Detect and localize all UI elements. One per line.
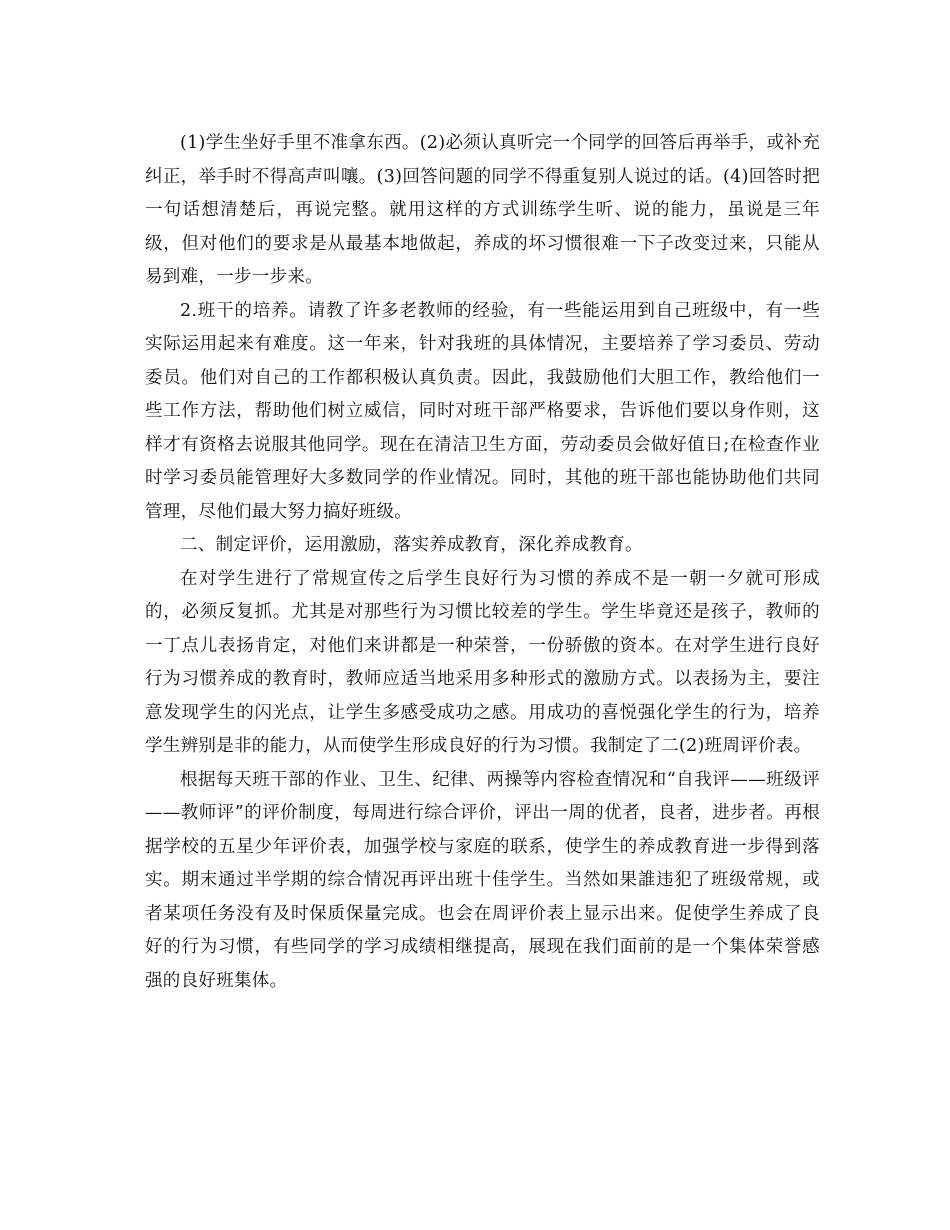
paragraph-evaluation-system: 根据每天班干部的作业、卫生、纪律、两操等内容检查情况和“自我评——班级评——教师评”的评价制度，每周进行综合评价，评出一周的优者，良者，进步者。再根据学校的五星少年评价表，加强学校与家庭的联系，使学生的养成教育进一步得到落实。期末通过半学期的综合情况再评出班十佳学生。当然如果誰违犯了班级常规，或者某项任务没有及时保质保量完成。也会在周评价表上显示出来。促使学生养成了良好的行为习惯，有些同学的学习成绩相继提高，展现在我们面前的是一个集体荣誉感强的良好班集体。 (145, 769, 820, 991)
document-body (145, 127, 820, 998)
paragraph-classroom-rules: (1)学生坐好手里不准拿东西。(2)必须认真听完一个同学的回答后再举手，或补充纠正，举手时不得高声叫嚷。(3)回答问题的同学不得重复别人说过的话。(4)回答时把一句话想清楚后，再说完整。就用这样的方式训练学生听、说的能力，虽说是三年级，但对他们的要求是从最基本地做起，养成的坏习惯很难一下子改变过来，只能从易到难，一步一步来。 (145, 133, 820, 287)
section-heading-evaluation: 二、制定评价，运用激励，落实养成教育，深化养成教育。 (180, 535, 643, 555)
paragraph-class-cadre-training: 2.班干的培养。请教了许多老教师的经验，有一些能运用到自己班级中，有一些实际运用起来有难度。这一年来，针对我班的具体情况，主要培养了学习委员、劳动委员。他们对自己的工作都积极认真负责。因此，我鼓励他们大胆工作，教给他们一些工作方法，帮助他们树立威信，同时对班干部严格要求，告诉他们要以身作则，这样才有资格去说服其他同学。现在在清洁卫生方面，劳动委员会做好值日;在检查作业时学习委员能管理好大多数同学的作业情况。同时，其他的班干部也能协助他们共同管理，尽他们最大努力搞好班级。 (145, 300, 820, 522)
paragraph-incentives: 在对学生进行了常规宣传之后学生良好行为习惯的养成不是一朝一夕就可形成的，必须反复抓。尤其是对那些行为习惯比较差的学生。学生毕竟还是孩子，教师的一丁点儿表扬肯定，对他们来讲都是一种荣誉，一份骄傲的资本。在对学生进行良好行为习惯养成的教育时，教师应适当地采用多种形式的激励方式。以表扬为主，要注意发现学生的闪光点，让学生多感受成功之感。用成功的喜悦强化学生的行为，培养学生辨别是非的能力，从而使学生形成良好的行为习惯。我制定了二(2)班周评价表。 (145, 568, 820, 756)
